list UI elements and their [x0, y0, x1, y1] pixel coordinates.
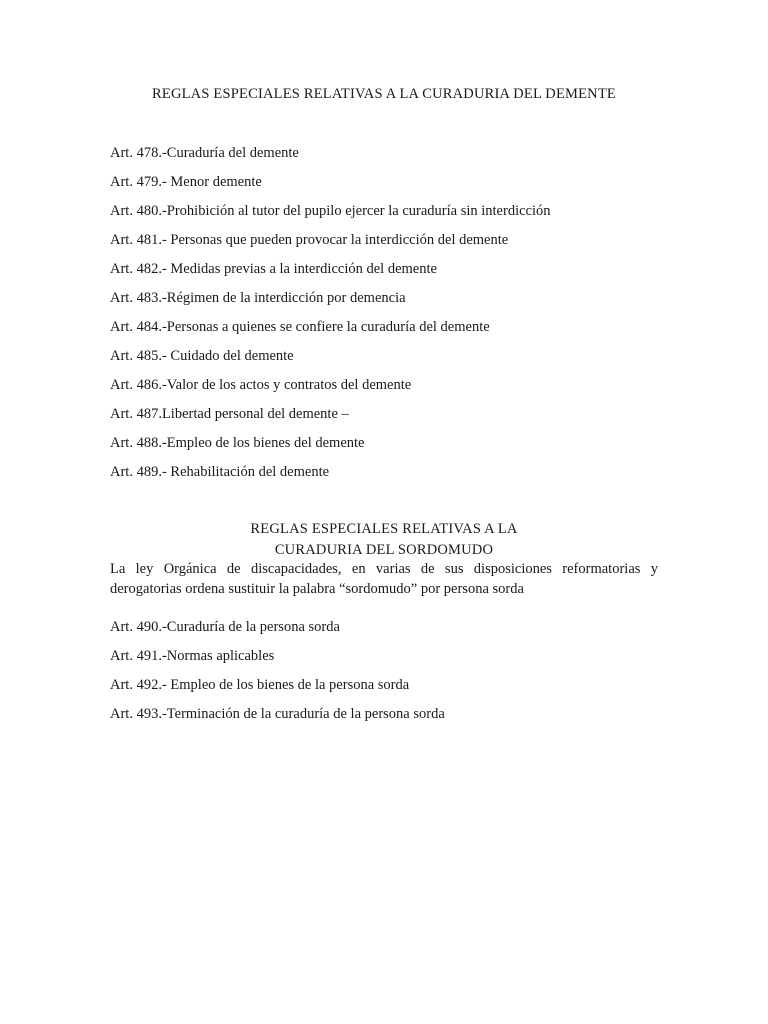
section-2-heading-line-2: CURADURIA DEL SORDOMUDO: [274, 542, 494, 558]
article-item: Art. 482.- Medidas previas a la interdicción del demente: [110, 261, 437, 277]
article-item: Art. 481.- Personas que pueden provocar la interdicción del demente: [110, 232, 509, 248]
article-item: Art. 487.Libertad personal del demente –: [110, 406, 349, 422]
article-item: Art. 491.-Normas aplicables: [110, 648, 275, 664]
article-item: Art. 480.-Prohibición al tutor del pupilo ejercer la curaduría sin interdicción: [110, 203, 551, 219]
article-item: Art. 493.-Terminación de la curaduría de la persona sorda: [110, 706, 445, 722]
section-2-heading-line-1: REGLAS ESPECIALES RELATIVAS A LA: [250, 521, 518, 537]
article-item: Art. 485.- Cuidado del demente: [110, 348, 294, 364]
section-2-intro-paragraph: La ley Orgánica de discapacidades, en varias de sus disposiciones reformatorias y derogatorias ordena sustituir la palabra “sordomudo” por persona sorda: [110, 561, 658, 597]
article-item: Art. 486.-Valor de los actos y contratos del demente: [110, 377, 412, 393]
article-item: Art. 478.-Curaduría del demente: [110, 145, 299, 161]
article-item: Art. 492.- Empleo de los bienes de la persona sorda: [110, 677, 410, 693]
article-item: Art. 484.-Personas a quienes se confiere la curaduría del demente: [110, 319, 490, 335]
article-item: Art. 483.-Régimen de la interdicción por demencia: [110, 290, 406, 306]
article-item: Art. 488.-Empleo de los bienes del demente: [110, 435, 365, 451]
article-item: Art. 490.-Curaduría de la persona sorda: [110, 619, 340, 635]
section-1-heading: REGLAS ESPECIALES RELATIVAS A LA CURADURIA DEL DEMENTE: [152, 86, 616, 102]
article-item: Art. 479.- Menor demente: [110, 174, 262, 190]
article-item: Art. 489.- Rehabilitación del demente: [110, 464, 330, 480]
